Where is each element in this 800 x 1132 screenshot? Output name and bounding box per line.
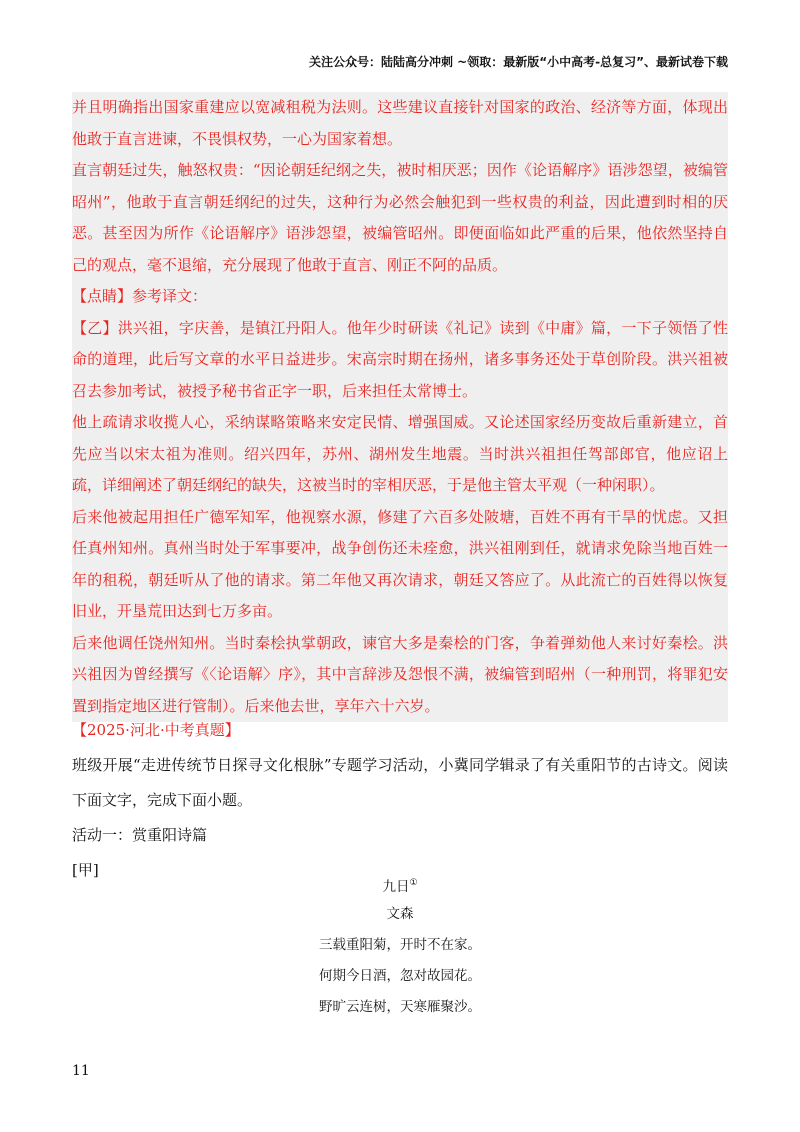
translation-paragraph-3: 后来他被起用担任广德军知军，他视察水源，修建了六百多处陂塘，百姓不再有干旱的忧虑。又担任真州知州。真州当时处于军事要冲，战争创伤还未痊愈，洪兴祖刚到任，就请求免除当地百姓一年的租税，朝廷听从了他的请求。第二年他又再次请求，朝廷又答应了。从此流亡的百姓得以恢复旧业，开垦荒田达到七万多亩。 bbox=[72, 507, 728, 620]
footnote-marker: ① bbox=[409, 878, 418, 888]
answer-analysis-block bbox=[72, 92, 728, 722]
translation-paragraph-2: 他上疏请求收揽人心，采纳谋略策略来安定民情、增强国威。又论述国家经历变故后重新建立，首先应当以宋太祖为准则。绍兴四年，苏州、湖州发生地震。当时洪兴祖担任驾部郎官，他应诏上疏，详细阐述了朝廷纲纪的缺失，这被当时的宰相厌恶，于是他主管太平观（一种闲职）。 bbox=[72, 413, 728, 494]
poem-title bbox=[0, 868, 800, 899]
poem-line: 野旷云连树，天寒雁聚沙。 bbox=[319, 999, 481, 1015]
passage-jia-label: [甲] bbox=[72, 861, 99, 879]
poem-block bbox=[0, 868, 800, 1023]
poem-line: 何期今日酒，忽对故园花。 bbox=[319, 968, 481, 984]
analysis-paragraph-1: 并且明确指出国家重建应以宽减租税为法则。这些建议直接针对国家的政治、经济等方面，体现出他敢于直言进谏，不畏惧权势，一心为国家着想。 bbox=[72, 98, 728, 148]
page-header: 关注公众号：陆陆高分冲刺 ~领取：最新版“小中高考-总复习”、最新试卷下载 bbox=[309, 55, 728, 69]
poem-line: 三载重阳菊，开时不在家。 bbox=[319, 937, 481, 953]
question-intro: 班级开展“走进传统节日探寻文化根脉”专题学习活动，小冀同学辑录了有关重阳节的古诗文。阅读下面文字，完成下面小题。 bbox=[72, 756, 728, 809]
question-section bbox=[72, 713, 728, 888]
poem-author: 文森 bbox=[386, 906, 414, 922]
page-number: 11 bbox=[72, 1063, 90, 1079]
source-tag: 【2025·河北·中考真题】 bbox=[72, 721, 240, 739]
activity-heading: 活动一：赏重阳诗篇 bbox=[72, 826, 208, 844]
poem-title-text: 九日 bbox=[382, 879, 410, 895]
translation-paragraph-1: 【乙】洪兴祖，字庆善，是镇江丹阳人。他年少时研读《礼记》读到《中庸》篇，一下子领悟了性命的道理，此后写文章的水平日益进步。宋高宗时期在扬州，诸多事务还处于草创阶段。洪兴祖被召去参加考试，被授予秘书省正字一职，后来担任太常博士。 bbox=[72, 318, 728, 400]
analysis-paragraph-2: 直言朝廷过失，触怒权贵：“因论朝廷纪纲之失，被时相厌恶；因作《论语解序》语涉怨望，被编管昭州”，他敢于直言朝廷纲纪的过失，这种行为必然会触犯到一些权贵的利益，因此遭到时相的厌恶。甚至因为所作《论语解序》语涉怨望，被编管昭州。即便面临如此严重的后果，他依然坚持自己的观点，毫不退缩，充分展现了他敢于直言、刚正不阿的品质。 bbox=[72, 161, 728, 274]
translation-paragraph-4: 后来他调任饶州知州。当时秦桧执掌朝政，谏官大多是秦桧的门客，争着弹劾他人来讨好秦桧。洪兴祖因为曾经撰写《〈论语解〉序》，其中言辞涉及怨恨不满，被编管到昭州（一种刑罚，将罪犯安置到指定地区进行管制）。后来他去世，享年六十六岁。 bbox=[72, 633, 728, 715]
dianjing-label: 【点睛】参考译文： bbox=[72, 287, 208, 305]
